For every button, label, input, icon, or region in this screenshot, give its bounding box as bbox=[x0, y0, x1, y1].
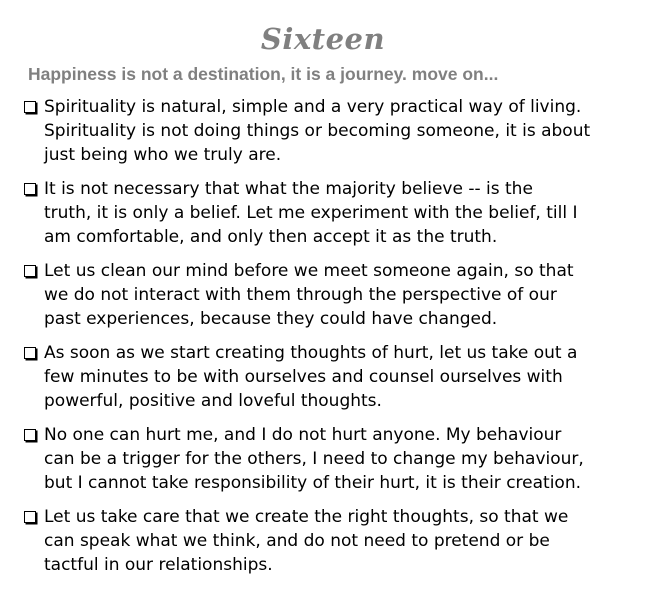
list-item bbox=[0, 505, 646, 577]
text-line: It is not necessary that what the majority believe -- is the bbox=[44, 179, 533, 199]
checkbox-bullet-icon bbox=[24, 265, 36, 277]
list-item bbox=[0, 341, 646, 413]
text-line: Spirituality is natural, simple and a very practical way of living. bbox=[44, 97, 582, 117]
list-item-text bbox=[44, 177, 578, 249]
text-line: Let us take care that we create the right thoughts, so that we bbox=[44, 507, 569, 527]
text-line: Spirituality is not doing things or becoming someone, it is about bbox=[44, 121, 591, 141]
checkbox-bullet-icon bbox=[24, 511, 36, 523]
checkbox-bullet-icon bbox=[24, 429, 36, 441]
checkbox-bullet-icon bbox=[24, 183, 36, 195]
text-line: can speak what we think, and do not need to pretend or be bbox=[44, 531, 550, 551]
list-item bbox=[0, 177, 646, 249]
list-item bbox=[0, 95, 646, 167]
text-line: but I cannot take responsibility of their hurt, it is their creation. bbox=[44, 473, 582, 493]
text-line: powerful, positive and loveful thoughts. bbox=[44, 391, 382, 411]
text-line: can be a trigger for the others, I need to change my behaviour, bbox=[44, 449, 584, 469]
text-line: tactful in our relationships. bbox=[44, 555, 273, 575]
list-item-text bbox=[44, 341, 577, 413]
list-item-text bbox=[44, 95, 590, 167]
text-line: we do not interact with them through the perspective of our bbox=[44, 285, 557, 305]
text-line: Let us clean our mind before we meet someone again, so that bbox=[44, 261, 574, 281]
list-item-text bbox=[44, 259, 574, 331]
list-item bbox=[0, 259, 646, 331]
checkbox-bullet-icon bbox=[24, 101, 36, 113]
text-line: past experiences, because they could have changed. bbox=[44, 309, 498, 329]
list-item-text bbox=[44, 423, 584, 495]
list-item-text bbox=[44, 505, 568, 577]
text-line: am comfortable, and only then accept it as the truth. bbox=[44, 227, 498, 247]
page-title: Sixteen bbox=[260, 22, 386, 56]
text-line: As soon as we start creating thoughts of hurt, let us take out a bbox=[44, 343, 578, 363]
list-item bbox=[0, 423, 646, 495]
checkbox-bullet-icon bbox=[24, 347, 36, 359]
page-subtitle: Happiness is not a destination, it is a journey. move on... bbox=[28, 64, 499, 84]
text-line: No one can hurt me, and I do not hurt anyone. My behaviour bbox=[44, 425, 562, 445]
text-line: truth, it is only a belief. Let me experiment with the belief, till I bbox=[44, 203, 578, 223]
text-line: just being who we truly are. bbox=[44, 145, 282, 165]
bullet-list bbox=[0, 95, 646, 587]
text-line: few minutes to be with ourselves and counsel ourselves with bbox=[44, 367, 563, 387]
